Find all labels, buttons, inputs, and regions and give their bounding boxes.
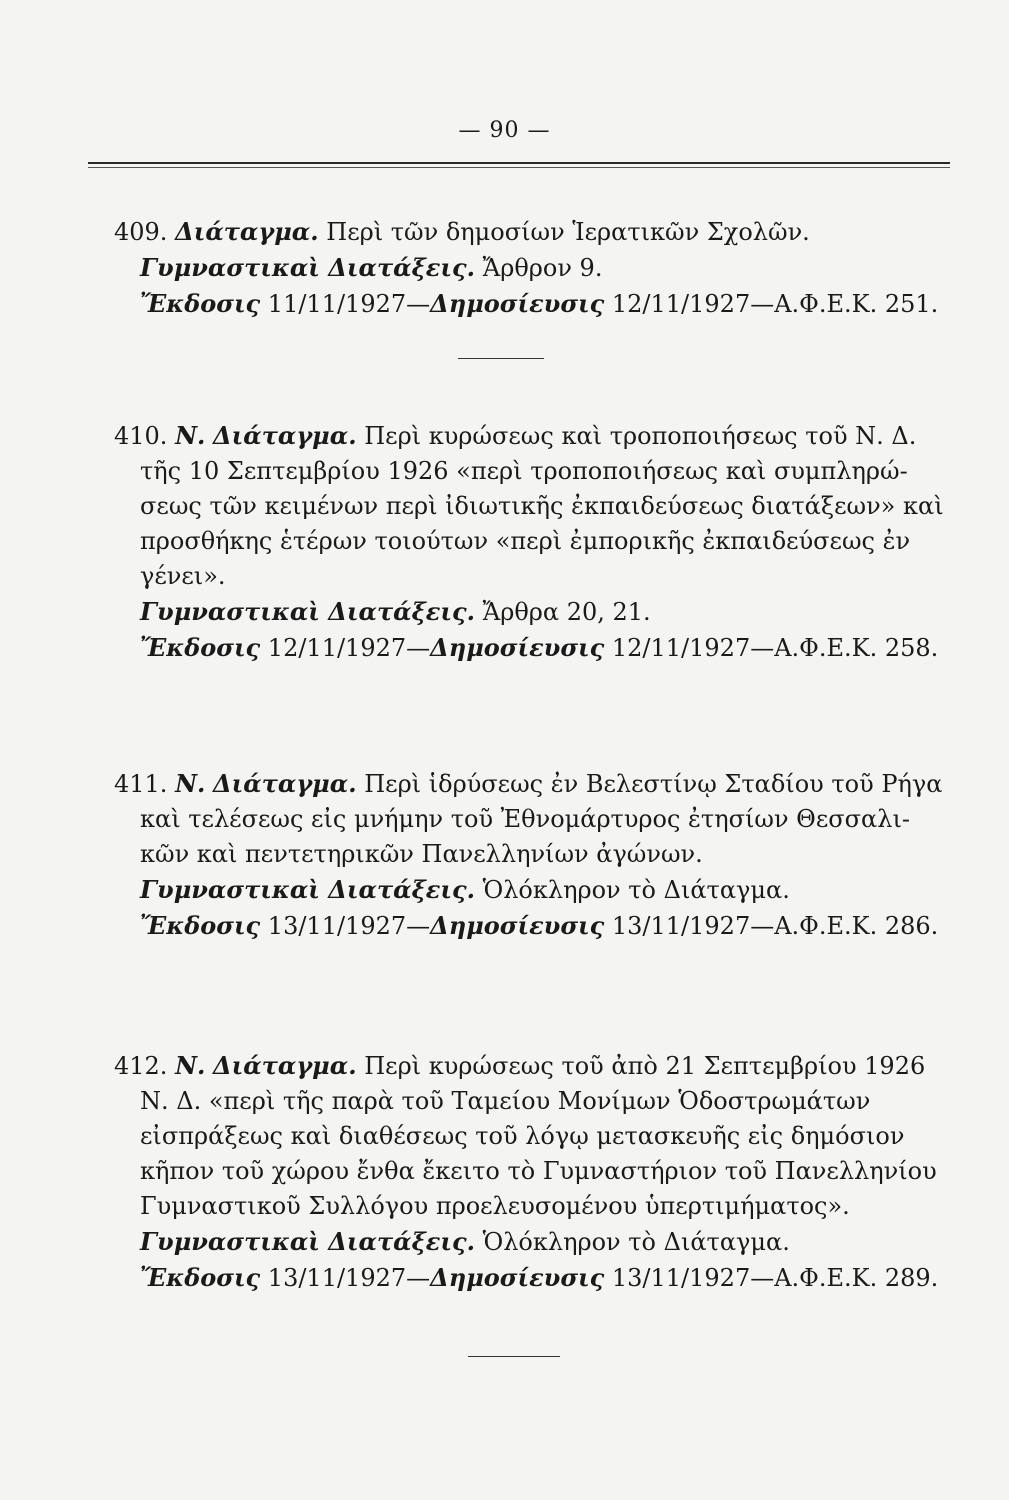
decree-title: Περὶ ἱδρύσεως ἐν Βελεστίνῳ Σταδίου τοῦ Ρήγα — [356, 770, 943, 798]
provisions-label: Γυμναστικαὶ Διατάξεις. — [140, 1227, 475, 1256]
provisions-line — [140, 872, 960, 908]
decree-label: Διάταγμα. — [213, 421, 357, 450]
publication-label: Δημοσίευσις — [430, 1263, 605, 1292]
issue-line — [140, 908, 960, 944]
provisions-line — [140, 1224, 960, 1260]
entry-title-line — [114, 418, 960, 454]
issue-line — [140, 630, 960, 666]
body-line: εἰσπράξεως καὶ διαθέσεως τοῦ λόγῳ μετασκευῆς εἰς δημόσιον — [140, 1122, 905, 1150]
issue-label: Ἔκδοσις — [140, 1263, 261, 1292]
entry-409 — [114, 214, 960, 322]
publication-text: 13/11/1927—Α.Φ.Ε.Κ. 286. — [604, 912, 939, 940]
decree-label: Διάταγμα. — [213, 1051, 357, 1080]
publication-text: 13/11/1927—Α.Φ.Ε.Κ. 289. — [604, 1264, 939, 1292]
issue-date: 13/11/1927— — [260, 1264, 431, 1292]
separator — [458, 358, 544, 359]
provisions-line — [140, 594, 960, 630]
issue-date: 12/11/1927— — [260, 634, 431, 662]
issue-label: Ἔκδοσις — [140, 911, 261, 940]
decree-title: Περὶ κυρώσεως καὶ τροποποιήσεως τοῦ Ν. Δ. — [356, 422, 917, 450]
body-line: καὶ τελέσεως εἰς μνήμην τοῦ Ἐθνομάρτυρος ἐτησίων Θεσσαλι- — [140, 805, 910, 833]
page-number: — 90 — — [458, 118, 551, 143]
decree-label: Διάταγμα. — [213, 769, 357, 798]
separator — [468, 1356, 560, 1357]
entry-412 — [114, 1048, 960, 1296]
publication-text: 12/11/1927—Α.Φ.Ε.Κ. 258. — [604, 634, 939, 662]
decree-title: Περὶ κυρώσεως τοῦ ἀπὸ 21 Σεπτεμβρίου 1926 — [356, 1052, 926, 1080]
body-line: προσθήκης ἑτέρων τοιούτων «περὶ ἐμπορικῆς ἐκπαιδεύσεως ἐν — [140, 527, 911, 555]
law-prefix: Ν. — [175, 421, 206, 450]
decree-title: Περὶ τῶν δημοσίων Ἱερατικῶν Σχολῶν. — [318, 218, 810, 246]
provisions-text: Ἄρθρα 20, 21. — [474, 598, 651, 626]
issue-label: Ἔκδοσις — [140, 289, 261, 318]
decree-label: Διάταγμα. — [175, 217, 319, 246]
body-line: κῆπον τοῦ χώρου ἔνθα ἔκειτο τὸ Γυμναστήριον τοῦ Πανελληνίου — [140, 1157, 937, 1185]
provisions-label: Γυμναστικαὶ Διατάξεις. — [140, 875, 475, 904]
law-prefix: Ν. — [175, 1051, 206, 1080]
law-prefix: Ν. — [175, 769, 206, 798]
issue-date: 13/11/1927— — [260, 912, 431, 940]
header-rule-thin — [88, 167, 950, 168]
publication-label: Δημοσίευσις — [430, 289, 605, 318]
provisions-text: Ὁλόκληρον τὸ Διάταγμα. — [474, 1228, 790, 1256]
provisions-label: Γυμναστικαὶ Διατάξεις. — [140, 253, 475, 282]
entry-title-line — [114, 766, 960, 802]
entry-number: 410. — [114, 422, 168, 450]
entry-number: 412. — [114, 1052, 168, 1080]
body-line: Γυμναστικοῦ Συλλόγου προελευσομένου ὑπερτιμήματος». — [140, 1192, 850, 1220]
entry-410 — [114, 418, 960, 666]
issue-line — [140, 1260, 960, 1296]
provisions-label: Γυμναστικαὶ Διατάξεις. — [140, 597, 475, 626]
publication-text: 12/11/1927—Α.Φ.Ε.Κ. 251. — [604, 290, 939, 318]
body-line: σεως τῶν κειμένων περὶ ἰδιωτικῆς ἐκπαιδεύσεως διατάξεων» καὶ — [140, 492, 944, 520]
body-line: τῆς 10 Σεπτεμβρίου 1926 «περὶ τροποποιήσεως καὶ συμπληρώ- — [140, 457, 908, 485]
issue-label: Ἔκδοσις — [140, 633, 261, 662]
body-line: κῶν καὶ πεντετηρικῶν Πανελληνίων ἀγώνων. — [140, 840, 703, 868]
publication-label: Δημοσίευσις — [430, 911, 605, 940]
header-rule — [88, 162, 950, 164]
body-line: γένει». — [140, 562, 226, 590]
issue-date: 11/11/1927— — [260, 290, 431, 318]
entry-title-line — [114, 1048, 960, 1084]
provisions-text: Ἄρθρον 9. — [474, 254, 603, 282]
provisions-line — [140, 250, 960, 286]
entry-title-line — [114, 214, 960, 250]
entry-number: 409. — [114, 218, 168, 246]
publication-label: Δημοσίευσις — [430, 633, 605, 662]
provisions-text: Ὁλόκληρον τὸ Διάταγμα. — [474, 876, 790, 904]
entry-number: 411. — [114, 770, 168, 798]
entry-411 — [114, 766, 960, 944]
body-line: Ν. Δ. «περὶ τῆς παρὰ τοῦ Ταμείου Μονίμων Ὁδοστρωμάτων — [140, 1087, 871, 1115]
issue-line — [140, 286, 960, 322]
